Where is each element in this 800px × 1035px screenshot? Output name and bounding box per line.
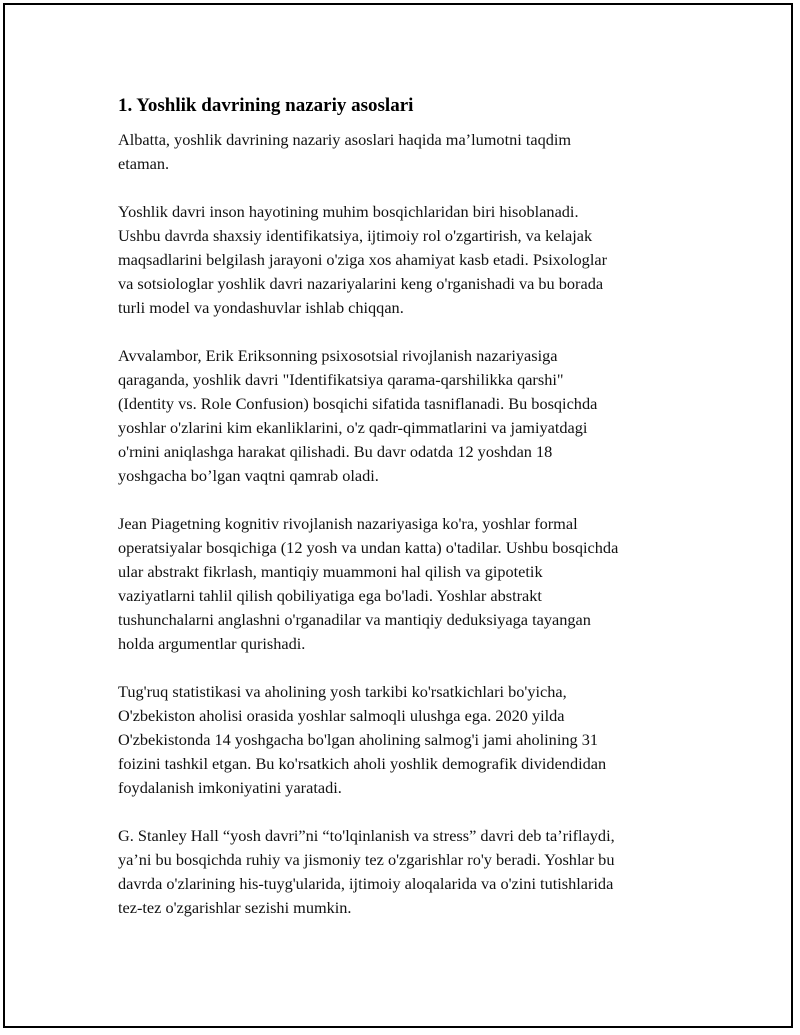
text-line: O'zbekiston aholisi orasida yoshlar salmoqli ulushga ega. 2020 yilda xyxy=(118,706,565,725)
text-line: ya’ni bu bosqichda ruhiy va jismoniy tez o'zgarishlar ro'y beradi. Yoshlar bu xyxy=(118,850,615,869)
text-line: Ushbu davrda shaxsiy identifikatsiya, ijtimoiy rol o'zgartirish, va kelajak xyxy=(118,226,593,245)
text-line: Avvalambor, Erik Eriksonning psixosotsial rivojlanish nazariyasiga xyxy=(118,346,558,365)
text-line: foydalanish imkoniyatini yaratadi. xyxy=(118,778,342,797)
text-line: Tug'ruq statistikasi va aholining yosh tarkibi ko'rsatkichlari bo'yicha, xyxy=(118,682,567,701)
text-line: (Identity vs. Role Confusion) bosqichi sifatida tasniflanadi. Bu bosqichda xyxy=(118,394,598,413)
text-line: qaraganda, yoshlik davri "Identifikatsiya qarama-qarshilikka qarshi" xyxy=(118,370,564,389)
paragraph-statistics xyxy=(118,680,708,800)
text-line: foizini tashkil etgan. Bu ko'rsatkich aholi yoshlik demografik dividendidan xyxy=(118,754,607,773)
paragraph-youth-period xyxy=(118,200,708,320)
text-line: davrda o'zlarining his-tuyg'ularida, ijtimoiy aloqalarida va o'zini tutishlarida xyxy=(118,874,614,893)
paragraph-piaget xyxy=(118,512,708,656)
text-line: turli model va yondashuvlar ishlab chiqqan. xyxy=(118,298,404,317)
text-line: ular abstrakt fikrlash, mantiqiy muammoni hal qilish va gipotetik xyxy=(118,562,543,581)
text-line: vaziyatlarni tahlil qilish qobiliyatiga ega bo'ladi. Yoshlar abstrakt xyxy=(118,586,542,605)
text-line: etaman. xyxy=(118,154,170,173)
text-line: holda argumentlar qurishadi. xyxy=(118,634,306,653)
text-line: Yoshlik davri inson hayotining muhim bosqichlaridan biri hisoblanadi. xyxy=(118,202,579,221)
text-line: o'rnini aniqlashga harakat qilishadi. Bu davr odatda 12 yoshdan 18 xyxy=(118,442,553,461)
text-line: maqsadlarini belgilash jarayoni o'ziga xos ahamiyat kasb etadi. Psixologlar xyxy=(118,250,607,269)
text-line: Albatta, yoshlik davrining nazariy asoslari haqida ma’lumotni taqdim xyxy=(118,130,572,149)
text-line: tez-tez o'zgarishlar sezishi mumkin. xyxy=(118,898,352,917)
paragraph-erikson xyxy=(118,344,708,488)
section-heading: 1. Yoshlik davrining nazariy asoslari xyxy=(118,95,414,116)
text-line: Jean Piagetning kognitiv rivojlanish nazariyasiga ko'ra, yoshlar formal xyxy=(118,514,578,533)
paragraph-hall xyxy=(118,824,708,920)
text-line: tushunchalarni anglashni o'rganadilar va mantiqiy deduksiyaga tayangan xyxy=(118,610,591,629)
text-line: yoshlar o'zlarini kim ekanliklarini, o'z qadr-qimmatlarini va jamiyatdagi xyxy=(118,418,588,437)
document-body xyxy=(118,94,708,944)
paragraph-intro xyxy=(118,128,708,176)
text-line: G. Stanley Hall “yosh davri”ni “to'lqinlanish va stress” davri deb ta’riflaydi, xyxy=(118,826,615,845)
text-line: yoshgacha bo’lgan vaqtni qamrab oladi. xyxy=(118,466,379,485)
text-line: operatsiyalar bosqichiga (12 yosh va undan katta) o'tadilar. Ushbu bosqichda xyxy=(118,538,619,557)
text-line: va sotsiologlar yoshlik davri nazariyalarini keng o'rganishadi va bu borada xyxy=(118,274,604,293)
text-line: O'zbekistonda 14 yoshgacha bo'lgan aholining salmog'i jami aholining 31 xyxy=(118,730,598,749)
